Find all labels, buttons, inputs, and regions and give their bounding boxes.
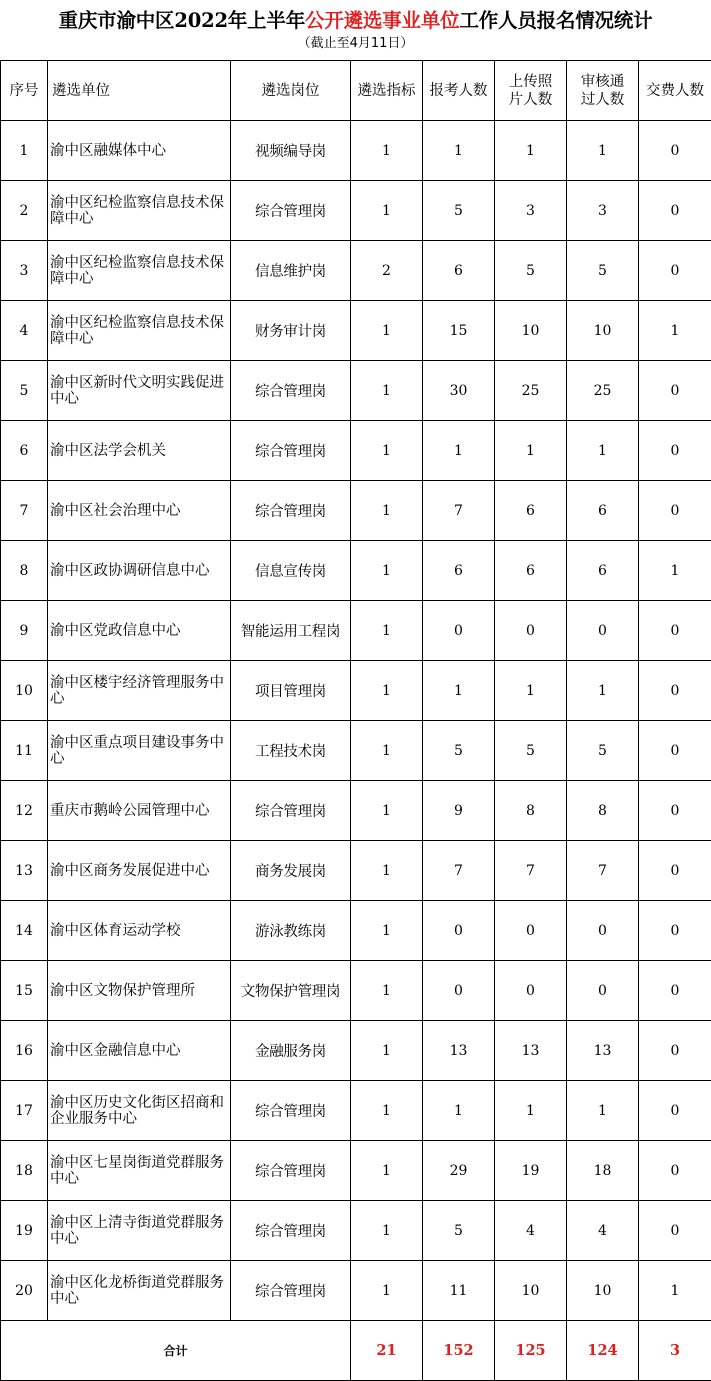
cell-unit: 渝中区化龙桥街道党群服务中心	[48, 1261, 231, 1321]
cell-photos: 10	[495, 1261, 567, 1321]
cell-approved: 1	[567, 1081, 639, 1141]
table-row	[1, 1261, 711, 1321]
total-row	[1, 1321, 711, 1381]
cell-paid: 0	[639, 1081, 711, 1141]
cell-photos: 25	[495, 361, 567, 421]
cell-photos: 1	[495, 121, 567, 181]
cell-applicants: 9	[423, 781, 495, 841]
cell-post: 信息宣传岗	[231, 541, 351, 601]
cell-unit: 渝中区上清寺街道党群服务中心	[48, 1201, 231, 1261]
total-label: 合计	[1, 1321, 351, 1381]
cell-quota: 1	[351, 541, 423, 601]
table-row	[1, 241, 711, 301]
total-photos: 125	[495, 1321, 567, 1381]
cell-applicants: 6	[423, 541, 495, 601]
page-subtitle: （截止至4月11日）	[297, 36, 414, 51]
header-applicants: 报考人数	[423, 61, 495, 121]
cell-index: 2	[1, 181, 48, 241]
cell-unit: 渝中区历史文化街区招商和企业服务中心	[48, 1081, 231, 1141]
cell-paid: 0	[639, 1141, 711, 1201]
cell-post: 综合管理岗	[231, 421, 351, 481]
cell-unit: 渝中区商务发展促进中心	[48, 841, 231, 901]
cell-post: 综合管理岗	[231, 1201, 351, 1261]
cell-unit: 渝中区重点项目建设事务中心	[48, 721, 231, 781]
cell-applicants: 7	[423, 481, 495, 541]
cell-approved: 1	[567, 421, 639, 481]
cell-index: 3	[1, 241, 48, 301]
table-row	[1, 1201, 711, 1261]
cell-post: 综合管理岗	[231, 781, 351, 841]
cell-post: 综合管理岗	[231, 481, 351, 541]
cell-approved: 0	[567, 601, 639, 661]
cell-unit: 渝中区纪检监察信息技术保障中心	[48, 181, 231, 241]
header-approved: 审核通过人数	[567, 61, 639, 121]
cell-approved: 7	[567, 841, 639, 901]
table-row	[1, 481, 711, 541]
cell-approved: 10	[567, 301, 639, 361]
cell-post: 游泳教练岗	[231, 901, 351, 961]
cell-applicants: 5	[423, 721, 495, 781]
cell-photos: 1	[495, 421, 567, 481]
cell-applicants: 0	[423, 961, 495, 1021]
cell-applicants: 13	[423, 1021, 495, 1081]
cell-index: 18	[1, 1141, 48, 1201]
cell-applicants: 11	[423, 1261, 495, 1321]
cell-post: 综合管理岗	[231, 1081, 351, 1141]
header-photos: 上传照片人数	[495, 61, 567, 121]
cell-paid: 0	[639, 781, 711, 841]
cell-quota: 2	[351, 241, 423, 301]
cell-post: 工程技术岗	[231, 721, 351, 781]
cell-unit: 渝中区楼宇经济管理服务中心	[48, 661, 231, 721]
cell-photos: 6	[495, 481, 567, 541]
cell-index: 20	[1, 1261, 48, 1321]
table-row	[1, 361, 711, 421]
cell-index: 1	[1, 121, 48, 181]
cell-photos: 5	[495, 721, 567, 781]
cell-unit: 渝中区法学会机关	[48, 421, 231, 481]
cell-paid: 1	[639, 541, 711, 601]
cell-approved: 18	[567, 1141, 639, 1201]
cell-photos: 0	[495, 961, 567, 1021]
title-part-1: 重庆市渝中区2022年上半年	[58, 9, 306, 32]
cell-photos: 19	[495, 1141, 567, 1201]
cell-quota: 1	[351, 1141, 423, 1201]
title-highlight: 公开遴选事业单位	[305, 9, 460, 32]
cell-paid: 0	[639, 121, 711, 181]
cell-quota: 1	[351, 601, 423, 661]
table-row	[1, 721, 711, 781]
cell-paid: 0	[639, 181, 711, 241]
header-quota: 遴选指标	[351, 61, 423, 121]
cell-approved: 5	[567, 241, 639, 301]
registration-table	[0, 60, 711, 1381]
cell-unit: 渝中区纪检监察信息技术保障中心	[48, 241, 231, 301]
total-paid: 3	[639, 1321, 711, 1381]
cell-quota: 1	[351, 301, 423, 361]
cell-photos: 1	[495, 661, 567, 721]
cell-quota: 1	[351, 361, 423, 421]
cell-photos: 6	[495, 541, 567, 601]
cell-quota: 1	[351, 721, 423, 781]
title-part-2: 工作人员报名情况统计	[459, 9, 653, 32]
cell-post: 综合管理岗	[231, 361, 351, 421]
cell-paid: 0	[639, 961, 711, 1021]
cell-post: 财务审计岗	[231, 301, 351, 361]
cell-quota: 1	[351, 901, 423, 961]
cell-post: 综合管理岗	[231, 1261, 351, 1321]
cell-paid: 0	[639, 241, 711, 301]
cell-photos: 10	[495, 301, 567, 361]
page-title	[0, 0, 711, 37]
total-quota: 21	[351, 1321, 423, 1381]
cell-approved: 3	[567, 181, 639, 241]
cell-post: 智能运用工程岗	[231, 601, 351, 661]
cell-unit: 渝中区文物保护管理所	[48, 961, 231, 1021]
cell-approved: 13	[567, 1021, 639, 1081]
cell-quota: 1	[351, 1261, 423, 1321]
cell-post: 商务发展岗	[231, 841, 351, 901]
table-row	[1, 601, 711, 661]
cell-paid: 0	[639, 361, 711, 421]
cell-quota: 1	[351, 781, 423, 841]
cell-unit: 渝中区纪检监察信息技术保障中心	[48, 301, 231, 361]
header-unit: 遴选单位	[48, 61, 231, 121]
cell-quota: 1	[351, 1021, 423, 1081]
cell-index: 10	[1, 661, 48, 721]
cell-unit: 渝中区融媒体中心	[48, 121, 231, 181]
cell-paid: 0	[639, 661, 711, 721]
cell-applicants: 1	[423, 1081, 495, 1141]
cell-quota: 1	[351, 661, 423, 721]
cell-applicants: 0	[423, 601, 495, 661]
cell-applicants: 1	[423, 121, 495, 181]
cell-paid: 1	[639, 301, 711, 361]
cell-quota: 1	[351, 181, 423, 241]
cell-applicants: 29	[423, 1141, 495, 1201]
cell-quota: 1	[351, 421, 423, 481]
cell-photos: 0	[495, 901, 567, 961]
cell-post: 综合管理岗	[231, 1141, 351, 1201]
table-row	[1, 1021, 711, 1081]
cell-unit: 重庆市鹅岭公园管理中心	[48, 781, 231, 841]
cell-index: 12	[1, 781, 48, 841]
cell-paid: 0	[639, 721, 711, 781]
header-post: 遴选岗位	[231, 61, 351, 121]
cell-index: 9	[1, 601, 48, 661]
cell-paid: 0	[639, 481, 711, 541]
cell-index: 16	[1, 1021, 48, 1081]
cell-photos: 4	[495, 1201, 567, 1261]
cell-approved: 5	[567, 721, 639, 781]
cell-post: 信息维护岗	[231, 241, 351, 301]
table-row	[1, 1081, 711, 1141]
table-body	[1, 121, 711, 1321]
table-row	[1, 961, 711, 1021]
cell-index: 7	[1, 481, 48, 541]
table-row	[1, 421, 711, 481]
cell-index: 8	[1, 541, 48, 601]
cell-approved: 8	[567, 781, 639, 841]
cell-quota: 1	[351, 121, 423, 181]
cell-approved: 25	[567, 361, 639, 421]
cell-approved: 4	[567, 1201, 639, 1261]
cell-photos: 3	[495, 181, 567, 241]
cell-post: 综合管理岗	[231, 181, 351, 241]
table-row	[1, 661, 711, 721]
cell-photos: 1	[495, 1081, 567, 1141]
cell-paid: 0	[639, 1021, 711, 1081]
cell-approved: 10	[567, 1261, 639, 1321]
cell-index: 4	[1, 301, 48, 361]
header-index: 序号	[1, 61, 48, 121]
cell-applicants: 5	[423, 1201, 495, 1261]
cell-applicants: 30	[423, 361, 495, 421]
cell-unit: 渝中区政协调研信息中心	[48, 541, 231, 601]
cell-index: 14	[1, 901, 48, 961]
table-row	[1, 901, 711, 961]
cell-approved: 6	[567, 541, 639, 601]
cell-applicants: 15	[423, 301, 495, 361]
cell-photos: 8	[495, 781, 567, 841]
cell-index: 11	[1, 721, 48, 781]
cell-approved: 1	[567, 121, 639, 181]
total-applicants: 152	[423, 1321, 495, 1381]
cell-index: 17	[1, 1081, 48, 1141]
cell-quota: 1	[351, 481, 423, 541]
cell-photos: 13	[495, 1021, 567, 1081]
cell-photos: 7	[495, 841, 567, 901]
cell-quota: 1	[351, 841, 423, 901]
cell-post: 视频编导岗	[231, 121, 351, 181]
cell-index: 15	[1, 961, 48, 1021]
cell-paid: 0	[639, 1201, 711, 1261]
cell-index: 5	[1, 361, 48, 421]
cell-paid: 0	[639, 421, 711, 481]
cell-photos: 0	[495, 601, 567, 661]
cell-applicants: 1	[423, 421, 495, 481]
cell-index: 19	[1, 1201, 48, 1261]
cell-unit: 渝中区七星岗街道党群服务中心	[48, 1141, 231, 1201]
table-row	[1, 121, 711, 181]
cell-paid: 0	[639, 901, 711, 961]
cell-unit: 渝中区新时代文明实践促进中心	[48, 361, 231, 421]
cell-approved: 6	[567, 481, 639, 541]
cell-applicants: 5	[423, 181, 495, 241]
table-header-row	[1, 61, 711, 121]
cell-unit: 渝中区体育运动学校	[48, 901, 231, 961]
cell-quota: 1	[351, 1081, 423, 1141]
table-row	[1, 541, 711, 601]
cell-applicants: 6	[423, 241, 495, 301]
cell-approved: 0	[567, 961, 639, 1021]
cell-quota: 1	[351, 961, 423, 1021]
cell-applicants: 1	[423, 661, 495, 721]
cell-paid: 0	[639, 601, 711, 661]
cell-photos: 5	[495, 241, 567, 301]
cell-paid: 1	[639, 1261, 711, 1321]
header-paid: 交费人数	[639, 61, 711, 121]
cell-approved: 0	[567, 901, 639, 961]
cell-approved: 1	[567, 661, 639, 721]
cell-applicants: 0	[423, 901, 495, 961]
cell-index: 6	[1, 421, 48, 481]
total-approved: 124	[567, 1321, 639, 1381]
table-row	[1, 181, 711, 241]
cell-unit: 渝中区社会治理中心	[48, 481, 231, 541]
table-row	[1, 1141, 711, 1201]
cell-applicants: 7	[423, 841, 495, 901]
cell-unit: 渝中区金融信息中心	[48, 1021, 231, 1081]
table-row	[1, 841, 711, 901]
cell-post: 文物保护管理岗	[231, 961, 351, 1021]
cell-unit: 渝中区党政信息中心	[48, 601, 231, 661]
cell-quota: 1	[351, 1201, 423, 1261]
cell-post: 金融服务岗	[231, 1021, 351, 1081]
cell-paid: 0	[639, 841, 711, 901]
cell-post: 项目管理岗	[231, 661, 351, 721]
cell-index: 13	[1, 841, 48, 901]
table-row	[1, 301, 711, 361]
table-row	[1, 781, 711, 841]
